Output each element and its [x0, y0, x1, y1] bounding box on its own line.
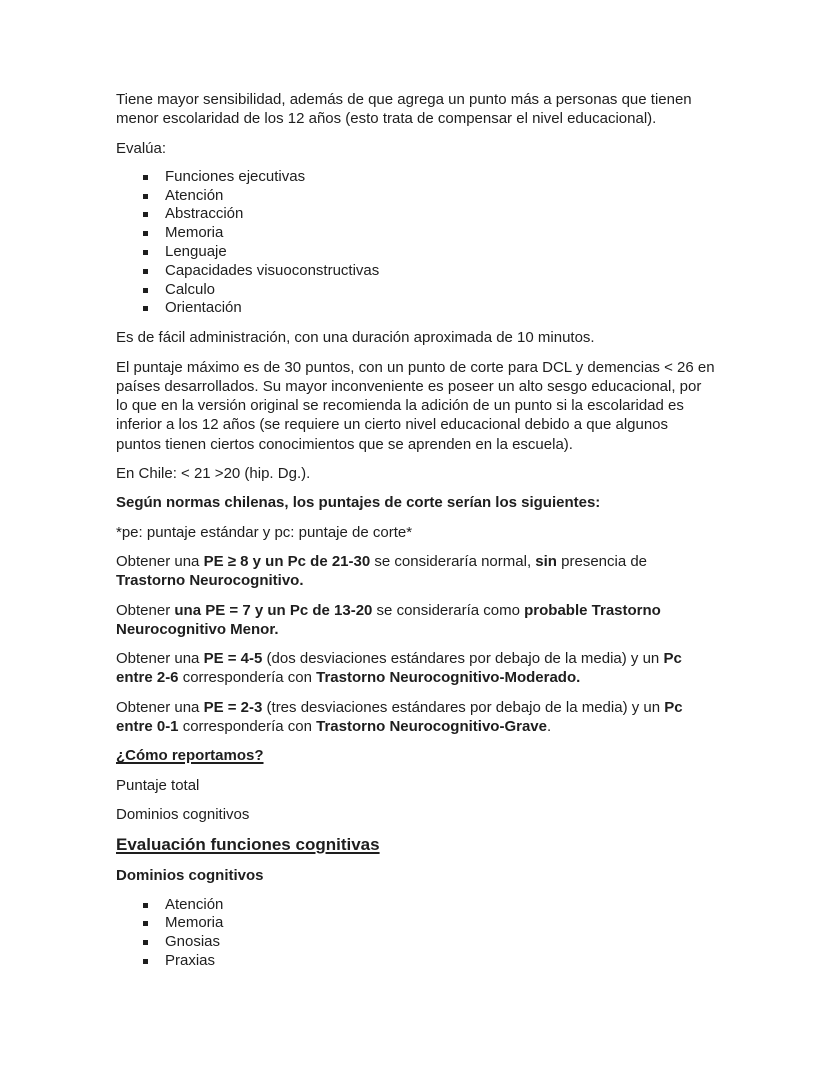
- dominios-bullet-list: [116, 896, 717, 971]
- paragraph-evalua-label: Evalúa:: [116, 139, 167, 157]
- list-item: Gnosias: [165, 933, 717, 952]
- list-item: Abstracción: [165, 205, 717, 224]
- paragraph-corte-grave: Obtener una PE = 2-3 (tres desviaciones estándares por debajo de la media) y un Pc entre 0-1 correspondería con Trastorno Neurocognitivo-Grave.: [116, 698, 683, 736]
- list-item: Capacidades visuoconstructivas: [165, 262, 717, 281]
- subheading-dominios-cognitivos: Dominios cognitivos: [116, 867, 264, 885]
- list-item: Orientación: [165, 299, 717, 318]
- paragraph-sensibilidad: Tiene mayor sensibilidad, además de que agrega un punto más a personas que tienen menor escolaridad de los 12 años (esto trata de compensar el nivel educacional).: [116, 91, 692, 128]
- list-item: Atención: [165, 896, 717, 915]
- document-content: [116, 90, 717, 981]
- list-item: Atención: [165, 187, 717, 206]
- paragraph-dominios-cognitivos: Dominios cognitivos: [116, 805, 250, 823]
- paragraph-puntaje-total: Puntaje total: [116, 776, 200, 794]
- paragraph-puntaje-maximo: El puntaje máximo es de 30 puntos, con un punto de corte para DCL y demencias < 26 en países desarrollados. Su mayor inconveniente es poseer un alto sesgo educacional, por lo que en la versión original se recomienda la adición de un punto si la escolaridad es inferior a los 12 años (se requiere un cierto nivel educacional debido a que algunos puntos tienen ciertos conocimientos que se aprenden en la escuela).: [116, 358, 715, 453]
- paragraph-nota-pe-pc: *pe: puntaje estándar y pc: puntaje de corte*: [116, 523, 413, 541]
- list-item: Memoria: [165, 224, 717, 243]
- paragraph-corte-menor: Obtener una PE = 7 y un Pc de 13-20 se consideraría como probable Trastorno Neurocognitivo Menor.: [116, 601, 661, 638]
- list-item: Funciones ejecutivas: [165, 168, 717, 187]
- list-item: Calculo: [165, 281, 717, 300]
- list-item: Memoria: [165, 914, 717, 933]
- evalua-bullet-list: [116, 168, 717, 318]
- paragraph-administracion: Es de fácil administración, con una duración aproximada de 10 minutos.: [116, 329, 595, 347]
- list-item: Lenguaje: [165, 243, 717, 262]
- list-item: Praxias: [165, 952, 717, 971]
- paragraph-corte-normal: Obtener una PE ≥ 8 y un Pc de 21-30 se consideraría normal, sin presencia de Trastorno Neurocognitivo.: [116, 552, 648, 590]
- paragraph-corte-moderado: Obtener una PE = 4-5 (dos desviaciones estándares por debajo de la media) y un Pc entre 2-6 correspondería con Trastorno Neurocognitivo-Moderado.: [116, 650, 682, 687]
- paragraph-chile: En Chile: < 21 >20 (hip. Dg.).: [116, 465, 311, 483]
- paragraph-normas-chilenas: Según normas chilenas, los puntajes de corte serían los siguientes:: [116, 494, 601, 512]
- heading-evaluacion-funciones: Evaluación funciones cognitivas: [116, 835, 380, 855]
- heading-como-reportamos: ¿Cómo reportamos?: [116, 747, 264, 765]
